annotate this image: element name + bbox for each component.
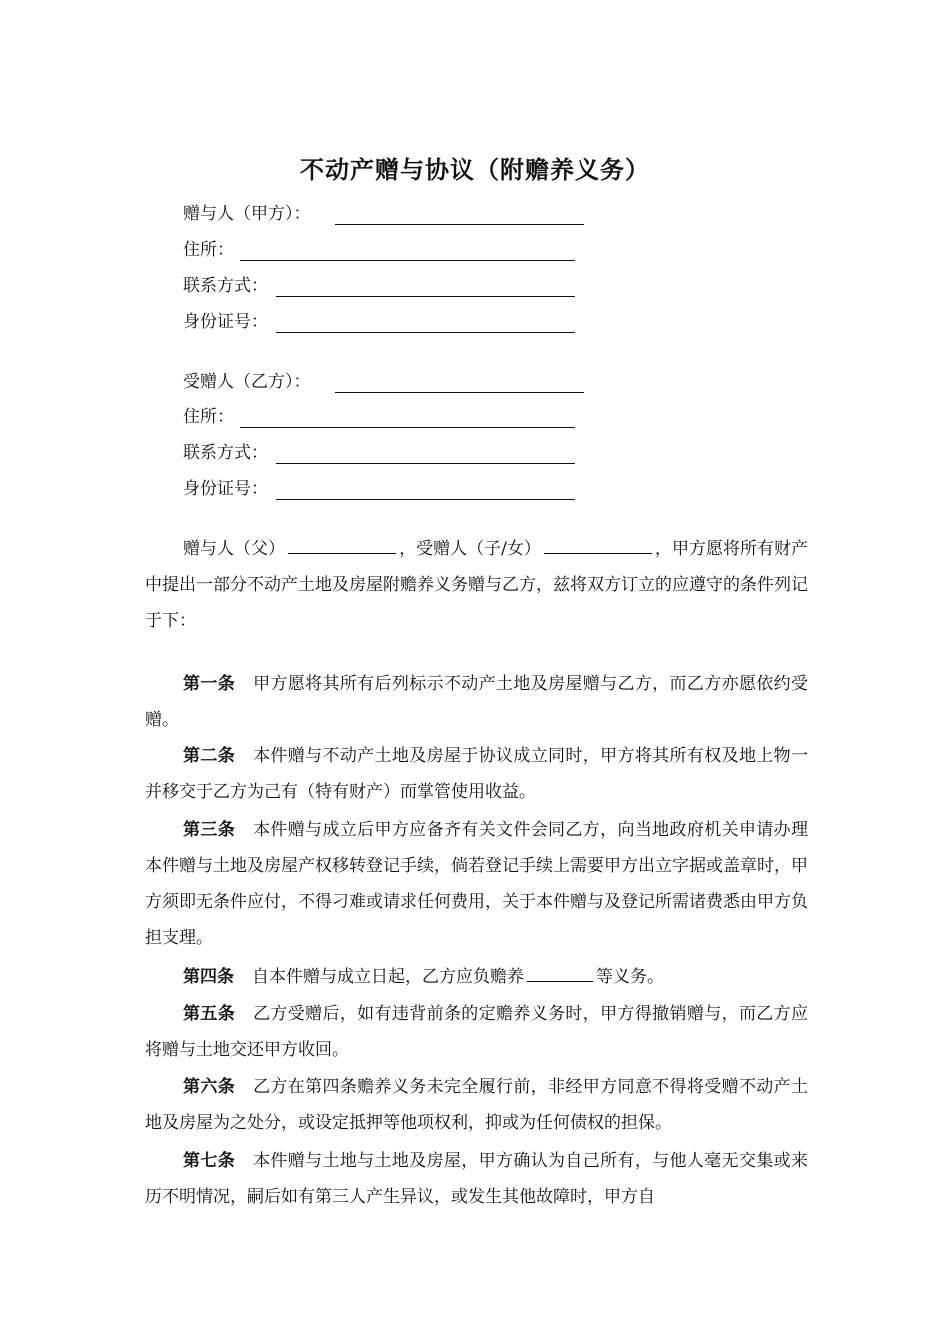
donor-id-field[interactable]: [183, 307, 268, 337]
article-7-label: 第七条: [183, 1151, 236, 1171]
donee-id-label: 身份证号：: [183, 479, 268, 499]
article-4-text-after: 等义务。: [596, 967, 664, 987]
article-6: [145, 1069, 808, 1141]
donee-contact-label: 联系方式：: [183, 443, 268, 463]
donee-address-label: 住所：: [183, 407, 234, 427]
donee-name-field[interactable]: [183, 367, 311, 397]
article-1-text: 甲方愿将其所有后列标示不动产土地及房屋赠与乙方，而乙方亦愿依约受赠。: [145, 674, 809, 730]
article-1-label: 第一条: [183, 674, 236, 694]
article-1: [145, 666, 808, 738]
donee-name-label: 受赠人（乙方）：: [183, 372, 311, 392]
intro-donee-blank[interactable]: [544, 531, 652, 554]
article-4-text-before: 自本件赠与成立日起，乙方应负赡养: [252, 967, 524, 987]
donee-contact-field[interactable]: [183, 438, 268, 468]
donor-address-blank[interactable]: [240, 260, 575, 261]
donor-name-label: 赠与人（甲方）：: [183, 204, 311, 224]
donee-contact-blank[interactable]: [276, 463, 575, 464]
article-4: [145, 959, 808, 995]
donor-id-label: 身份证号：: [183, 312, 268, 332]
article-7: [145, 1143, 808, 1215]
donor-address-field[interactable]: [183, 235, 234, 265]
donor-id-blank[interactable]: [276, 332, 575, 333]
article-2-label: 第二条: [183, 746, 236, 766]
article-5-text: 乙方受赠后，如有违背前条的定赡养义务时，甲方得撤销赠与，而乙方应将赠与土地交还甲方收回。: [145, 1004, 809, 1060]
donor-name-field[interactable]: [183, 199, 311, 229]
donee-address-field[interactable]: [183, 402, 234, 432]
intro-text: ，甲方愿将所有财产中提出一部分不动产土地及房屋附赡养义务赠与乙方，兹将双方订立的应遵守的条件列记于下：: [145, 539, 809, 631]
donee-id-blank[interactable]: [276, 499, 575, 500]
donor-contact-label: 联系方式：: [183, 276, 268, 296]
donor-contact-field[interactable]: [183, 271, 268, 301]
article-5-label: 第五条: [183, 1004, 236, 1024]
intro-donee-label: ，受赠人（子/女）: [399, 539, 541, 559]
article-7-text: 本件赠与土地与土地及房屋，甲方确认为自己所有，与他人毫无交集或来历不明情况，嗣后如有第三人产生异议，或发生其他故障时，甲方自: [145, 1151, 809, 1207]
donee-name-blank[interactable]: [335, 392, 584, 393]
intro-donor-label: 赠与人（父）: [183, 539, 286, 559]
donee-address-blank[interactable]: [240, 427, 575, 428]
article-6-label: 第六条: [183, 1077, 236, 1097]
article-4-obligation-blank[interactable]: [527, 959, 593, 982]
article-2: [145, 738, 808, 810]
article-4-label: 第四条: [183, 967, 234, 987]
donor-address-label: 住所：: [183, 240, 234, 260]
intro-donor-blank[interactable]: [288, 531, 396, 554]
document-title: 不动产赠与协议（附赡养义务）: [300, 156, 650, 184]
intro-paragraph: [145, 531, 808, 639]
article-5: [145, 996, 808, 1068]
article-3: [145, 812, 808, 956]
article-3-text: 本件赠与成立后甲方应备齐有关文件会同乙方，向当地政府机关申请办理本件赠与土地及房屋产权移转登记手续，倘若登记手续上需要甲方出立字据或盖章时，甲方须即无条件应付，不得刁难或请求任何费用，关于本件赠与及登记所需诸费悉由甲方负担支理。: [145, 820, 809, 948]
donor-contact-blank[interactable]: [276, 296, 575, 297]
donor-name-blank[interactable]: [335, 224, 584, 225]
donee-id-field[interactable]: [183, 474, 268, 504]
article-3-label: 第三条: [183, 820, 236, 840]
article-2-text: 本件赠与不动产土地及房屋于协议成立同时，甲方将其所有权及地上物一并移交于乙方为己有（特有财产）而掌管使用收益。: [145, 746, 809, 802]
article-6-text: 乙方在第四条赡养义务未完全履行前，非经甲方同意不得将受赠不动产土地及房屋为之处分，或设定抵押等他项权利，抑或为任何债权的担保。: [145, 1077, 809, 1133]
